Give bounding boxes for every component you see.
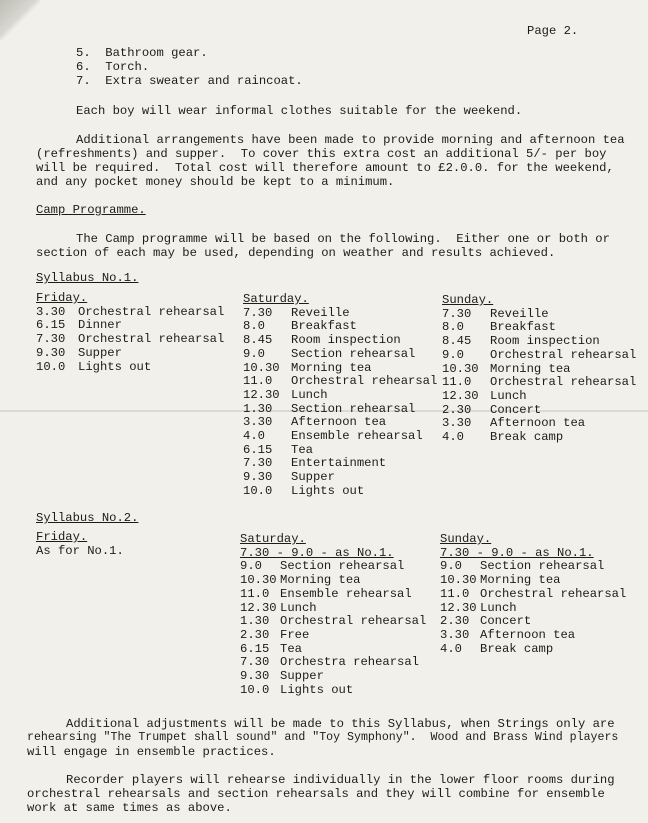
schedule-time: 12.30 [240, 600, 277, 615]
schedule-time: 12.30 [243, 387, 280, 402]
section-heading: Camp Programme. [36, 203, 146, 217]
schedule-activity: Section rehearsal [291, 346, 416, 361]
paragraph-line: work at same times as above. [27, 801, 232, 815]
schedule-row [243, 403, 437, 417]
schedule-activity: Room inspection [490, 334, 600, 349]
schedule-time: 10.0 [36, 359, 66, 374]
schedule-activity: Section rehearsal [291, 401, 416, 416]
schedule-row [440, 643, 626, 657]
schedule-row [36, 306, 224, 320]
schedule-activity: Lunch [490, 388, 527, 403]
schedule-activity: Morning tea [280, 573, 361, 588]
folded-corner [0, 0, 40, 40]
schedule-row [442, 363, 636, 377]
schedule-row [243, 334, 437, 348]
list-item: 7. Extra sweater and raincoat. [76, 74, 303, 88]
schedule-time: 12.30 [442, 388, 479, 403]
list-item: 6. Torch. [76, 60, 150, 74]
syllabus-title: Syllabus No.2. [36, 511, 139, 525]
schedule-activity: Reveille [291, 305, 350, 320]
schedule-row [243, 416, 437, 430]
schedule-activity: Orchestral rehearsal [78, 332, 225, 347]
schedule-time: 9.0 [243, 346, 265, 361]
schedule-row [240, 670, 426, 684]
schedule-time: 11.0 [440, 586, 470, 601]
schedule-activity: Lights out [78, 359, 152, 374]
schedule-time: 1.30 [243, 401, 273, 416]
schedule-activity: Ensemble rehearsal [280, 586, 412, 601]
schedule-activity: Lunch [291, 387, 328, 402]
schedule-time: 6.15 [36, 318, 66, 333]
schedule-activity: Lights out [291, 483, 365, 498]
schedule-time: 4.0 [442, 430, 464, 445]
syllabus1-friday [36, 292, 224, 374]
day-heading: Friday. [36, 291, 88, 305]
schedule-activity: Orchestral rehearsal [480, 586, 627, 601]
schedule-activity: Ensemble rehearsal [291, 429, 423, 444]
schedule-row [243, 444, 437, 458]
schedule-activity: Break camp [480, 641, 554, 656]
schedule-activity: Room inspection [291, 333, 401, 348]
schedule-row [243, 389, 437, 403]
paragraph-line: Recorder players will rehearse individually in the lower floor rooms during [66, 773, 615, 787]
schedule-time: 1.30 [240, 614, 270, 629]
schedule-row [36, 347, 224, 361]
schedule-activity: Concert [480, 614, 532, 629]
syllabus1-sunday [442, 294, 636, 445]
schedule-row [442, 404, 636, 418]
syllabus-title: Syllabus No.1. [36, 271, 139, 285]
schedule-activity: Reveille [490, 306, 549, 321]
schedule-row [240, 574, 426, 588]
day-heading: Sunday. [442, 293, 494, 307]
schedule-time: 10.30 [440, 573, 477, 588]
paragraph-line: (refreshments) and supper. To cover this extra cost an additional 5/- per boy [36, 147, 607, 161]
list-item: 5. Bathroom gear. [76, 46, 208, 60]
schedule-time: 2.30 [240, 627, 270, 642]
schedule-time: 3.30 [243, 415, 273, 430]
day-heading: Friday. [36, 530, 88, 544]
page-number: Page 2. [527, 24, 579, 38]
schedule-row [243, 307, 437, 321]
syllabus2-saturday [240, 533, 426, 697]
day-heading: Saturday. [243, 292, 309, 306]
schedule-time: 10.0 [240, 682, 270, 697]
schedule-row [440, 602, 626, 616]
schedule-activity: Supper [280, 669, 324, 684]
schedule-activity: Orchestral rehearsal [78, 304, 225, 319]
schedule-row [243, 320, 437, 334]
syllabus1-saturday [243, 293, 437, 499]
schedule-row [36, 333, 224, 347]
schedule-row [442, 321, 636, 335]
paragraph-line: and any pocket money should be kept to a minimum. [36, 175, 395, 189]
paragraph-line: section of each may be used, depending on weather and results achieved. [36, 246, 556, 260]
schedule-activity: Morning tea [291, 360, 372, 375]
schedule-activity: Section rehearsal [480, 559, 605, 574]
schedule-row [240, 684, 426, 698]
schedule-time: 4.0 [440, 641, 462, 656]
schedule-time: 9.30 [240, 669, 270, 684]
schedule-time: 8.45 [243, 333, 273, 348]
schedule-row [243, 362, 437, 376]
schedule-time: 10.30 [243, 360, 280, 375]
day-heading: Sunday. [440, 532, 492, 546]
schedule-activity: Orchestra rehearsal [280, 655, 419, 670]
syllabus2-sunday [440, 533, 626, 656]
schedule-activity: Lights out [280, 682, 354, 697]
paragraph-line: rehearsing "The Trumpet shall sound" and "Toy Symphony". Wood and Brass Wind players [27, 731, 619, 744]
schedule-time: 7.30 [36, 332, 66, 347]
schedule-time: 9.30 [36, 345, 66, 360]
schedule-time: 11.0 [240, 586, 270, 601]
schedule-activity: Afternoon tea [490, 416, 586, 431]
schedule-time: 10.30 [442, 361, 479, 376]
schedule-time: 10.30 [240, 573, 277, 588]
schedule-activity: Supper [291, 470, 335, 485]
friday-note: As for No.1. [36, 543, 124, 558]
paragraph-line: orchestral rehearsals and section rehearsals and they will combine for ensemble [27, 787, 605, 801]
clothes-paragraph: Each boy will wear informal clothes suitable for the weekend. [76, 104, 523, 118]
schedule-activity: Entertainment [291, 456, 387, 471]
schedule-time: 11.0 [442, 375, 472, 390]
schedule-row [36, 319, 224, 333]
schedule-time: 12.30 [440, 600, 477, 615]
schedule-time: 9.0 [240, 559, 262, 574]
schedule-row [442, 417, 636, 431]
saturday-first-line: 7.30 - 9.0 - as No.1. [240, 545, 394, 560]
schedule-row [442, 431, 636, 445]
schedule-activity: Afternoon tea [291, 415, 387, 430]
schedule-row [440, 574, 626, 588]
schedule-row [440, 560, 626, 574]
schedule-row [240, 643, 426, 657]
schedule-row [243, 348, 437, 362]
paragraph-line: will engage in ensemble practices. [27, 745, 276, 759]
schedule-activity: Breakfast [291, 319, 357, 334]
schedule-row [240, 588, 426, 602]
schedule-time: 3.30 [442, 416, 472, 431]
schedule-time: 7.30 [240, 655, 270, 670]
schedule-row [442, 376, 636, 390]
schedule-activity: Orchestral rehearsal [490, 347, 637, 362]
schedule-activity: Concert [490, 402, 542, 417]
schedule-activity: Morning tea [480, 573, 561, 588]
schedule-activity: Break camp [490, 430, 564, 445]
schedule-time: 2.30 [440, 614, 470, 629]
schedule-activity: Breakfast [490, 320, 556, 335]
schedule-activity: Free [280, 627, 310, 642]
schedule-time: 6.15 [243, 442, 273, 457]
schedule-time: 9.0 [442, 347, 464, 362]
schedule-activity: Orchestral rehearsal [490, 375, 637, 390]
paragraph-line: Additional arrangements have been made to provide morning and afternoon tea [76, 133, 625, 147]
schedule-row [36, 361, 224, 375]
sunday-first-line: 7.30 - 9.0 - as No.1. [440, 545, 594, 560]
schedule-activity: Orchestral rehearsal [280, 614, 427, 629]
schedule-time: 8.45 [442, 334, 472, 349]
paragraph-line: Additional adjustments will be made to this Syllabus, when Strings only are [66, 717, 615, 731]
schedule-row [240, 615, 426, 629]
schedule-row [243, 471, 437, 485]
schedule-row [243, 430, 437, 444]
schedule-time: 3.30 [36, 304, 66, 319]
schedule-row [440, 588, 626, 602]
schedule-time: 8.0 [243, 319, 265, 334]
schedule-time: 8.0 [442, 320, 464, 335]
schedule-row [442, 308, 636, 322]
schedule-activity: Afternoon tea [480, 627, 576, 642]
paragraph-line: The Camp programme will be based on the following. Either one or both or [76, 232, 610, 246]
schedule-time: 11.0 [243, 374, 273, 389]
paragraph-line: will be required. Total cost will therefore amount to £2.0.0. for the weekend, [36, 161, 614, 175]
schedule-time: 2.30 [442, 402, 472, 417]
schedule-row [442, 349, 636, 363]
schedule-row [243, 457, 437, 471]
day-heading: Saturday. [240, 532, 306, 546]
schedule-row [240, 602, 426, 616]
schedule-activity: Dinner [78, 318, 122, 333]
schedule-row [240, 629, 426, 643]
schedule-time: 10.0 [243, 483, 273, 498]
schedule-row [240, 560, 426, 574]
schedule-activity: Section rehearsal [280, 559, 405, 574]
schedule-time: 6.15 [240, 641, 270, 656]
schedule-row [243, 375, 437, 389]
schedule-row [440, 615, 626, 629]
schedule-time: 4.0 [243, 429, 265, 444]
schedule-activity: Lunch [280, 600, 317, 615]
schedule-time: 7.30 [442, 306, 472, 321]
schedule-activity: Tea [291, 442, 313, 457]
schedule-row [243, 485, 437, 499]
schedule-time: 7.30 [243, 305, 273, 320]
schedule-row [440, 629, 626, 643]
schedule-time: 7.30 [243, 456, 273, 471]
schedule-activity: Supper [78, 345, 122, 360]
schedule-time: 9.0 [440, 559, 462, 574]
schedule-activity: Morning tea [490, 361, 571, 376]
schedule-activity: Tea [280, 641, 302, 656]
syllabus2-friday [36, 531, 124, 558]
schedule-row [240, 656, 426, 670]
schedule-activity: Orchestral rehearsal [291, 374, 438, 389]
schedule-row [442, 335, 636, 349]
schedule-row [442, 390, 636, 404]
schedule-time: 3.30 [440, 627, 470, 642]
schedule-activity: Lunch [480, 600, 517, 615]
schedule-time: 9.30 [243, 470, 273, 485]
